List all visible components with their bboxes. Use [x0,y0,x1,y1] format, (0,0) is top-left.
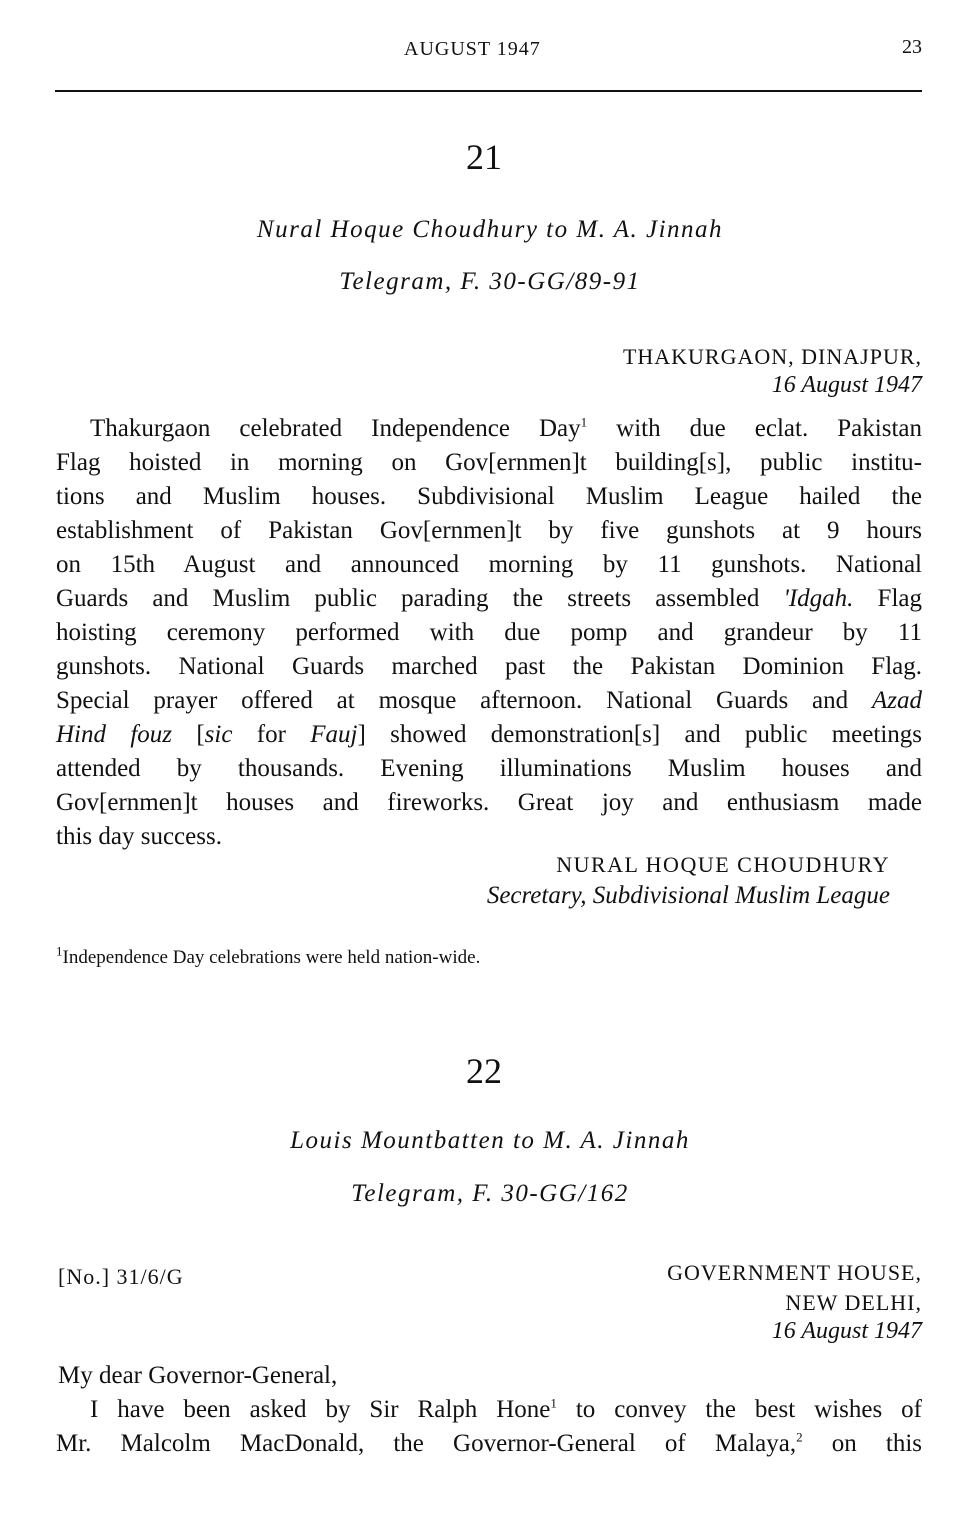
footnote-reference: 1 [550,1395,557,1411]
text-segment: Fauj [310,721,358,748]
text-segment: Azad [872,687,922,714]
running-title: AUGUST 1947 [404,38,541,60]
text-segment: Guards and Muslim public parading the streets assembled [56,585,784,612]
text-line [56,412,922,446]
text-segment: Flag hoisted in morning on Gov[ernmen]t building[s], public institu- [56,449,922,476]
text-line [56,616,922,650]
date-22: 16 August 1947 [771,1318,922,1344]
place-21: THAKURGAON, DINAJPUR, [622,344,922,369]
text-line [56,1393,922,1427]
footnote-reference: 2 [796,1429,803,1445]
document-title-21: Nural Hoque Choudhury to M. A. Jinnah [256,216,724,243]
text-line [56,786,922,820]
text-line [56,718,922,752]
text-segment: Thakurgaon celebrated Independence Day [90,415,581,442]
text-line [56,820,922,854]
text-segment: Flag [853,585,922,612]
text-segment: on this [802,1430,922,1457]
header-rule [55,90,922,92]
body-22 [56,1393,922,1461]
text-line [56,480,922,514]
text-segment: [ [172,721,205,748]
place-22-line2: NEW DELHI, [785,1290,922,1315]
footnote-21 [56,943,481,969]
text-segment: for [232,721,311,748]
text-segment: Special prayer offered at mosque afternoon. National Guards and [56,687,872,714]
signatory-21: NURAL HOQUE CHOUDHURY [556,852,890,877]
document-title-22: Louis Mountbatten to M. A. Jinnah [290,1127,690,1154]
document-number-21: 21 [466,137,502,177]
text-segment: tions and Muslim houses. Subdivisional Muslim League hailed the [56,483,922,510]
text-segment: this day success. [56,823,222,850]
text-line [56,752,922,786]
place-22-line1: GOVERNMENT HOUSE, [667,1260,922,1285]
salutation-22: My dear Governor-General, [58,1362,338,1389]
text-segment: 'Idgah. [783,585,854,612]
text-segment: hoisting ceremony performed with due pomp and grandeur by 11 [56,619,922,646]
text-segment: on 15th August and announced morning by 11 gunshots. National [56,551,922,578]
text-segment: Mr. Malcolm MacDonald, the Governor-General of Malaya, [56,1430,797,1457]
footnote-mark: 1 [56,943,63,959]
page-number: 23 [902,36,922,58]
text-line [56,582,922,616]
text-line [56,548,922,582]
text-segment: to convey the best wishes of [556,1396,922,1423]
text-line [56,514,922,548]
signatory-title-21: Secretary, Subdivisional Muslim League [486,882,890,909]
text-segment: establishment of Pakistan Gov[ernmen]t by five gunshots at 9 hours [56,517,922,544]
reference-number-22: [No.] 31/6/G [58,1264,184,1289]
text-line [56,684,922,718]
text-line [56,1427,922,1461]
document-number-22: 22 [466,1051,502,1091]
text-segment: gunshots. National Guards marched past the Pakistan Dominion Flag. [56,653,922,680]
footnote-text: Independence Day celebrations were held nation-wide. [62,947,481,968]
text-line [56,650,922,684]
text-segment: with due eclat. Pakistan [587,415,922,442]
text-segment: Gov[ernmen]t houses and fireworks. Great joy and enthusiasm made [56,789,922,816]
footnote-reference: 1 [580,414,588,430]
body-21 [56,412,922,854]
document-reference-22: Telegram, F. 30-GG/162 [351,1180,629,1207]
text-segment: Hind fouz [56,721,172,748]
document-reference-21: Telegram, F. 30-GG/89-91 [339,268,641,295]
text-line [56,446,922,480]
text-segment: attended by thousands. Evening illuminations Muslim houses and [56,755,922,782]
date-21: 16 August 1947 [771,372,922,398]
text-segment: I have been asked by Sir Ralph Hone [90,1396,551,1423]
text-segment: ] showed demonstration[s] and public meetings [357,721,922,748]
text-segment: sic [204,721,233,748]
